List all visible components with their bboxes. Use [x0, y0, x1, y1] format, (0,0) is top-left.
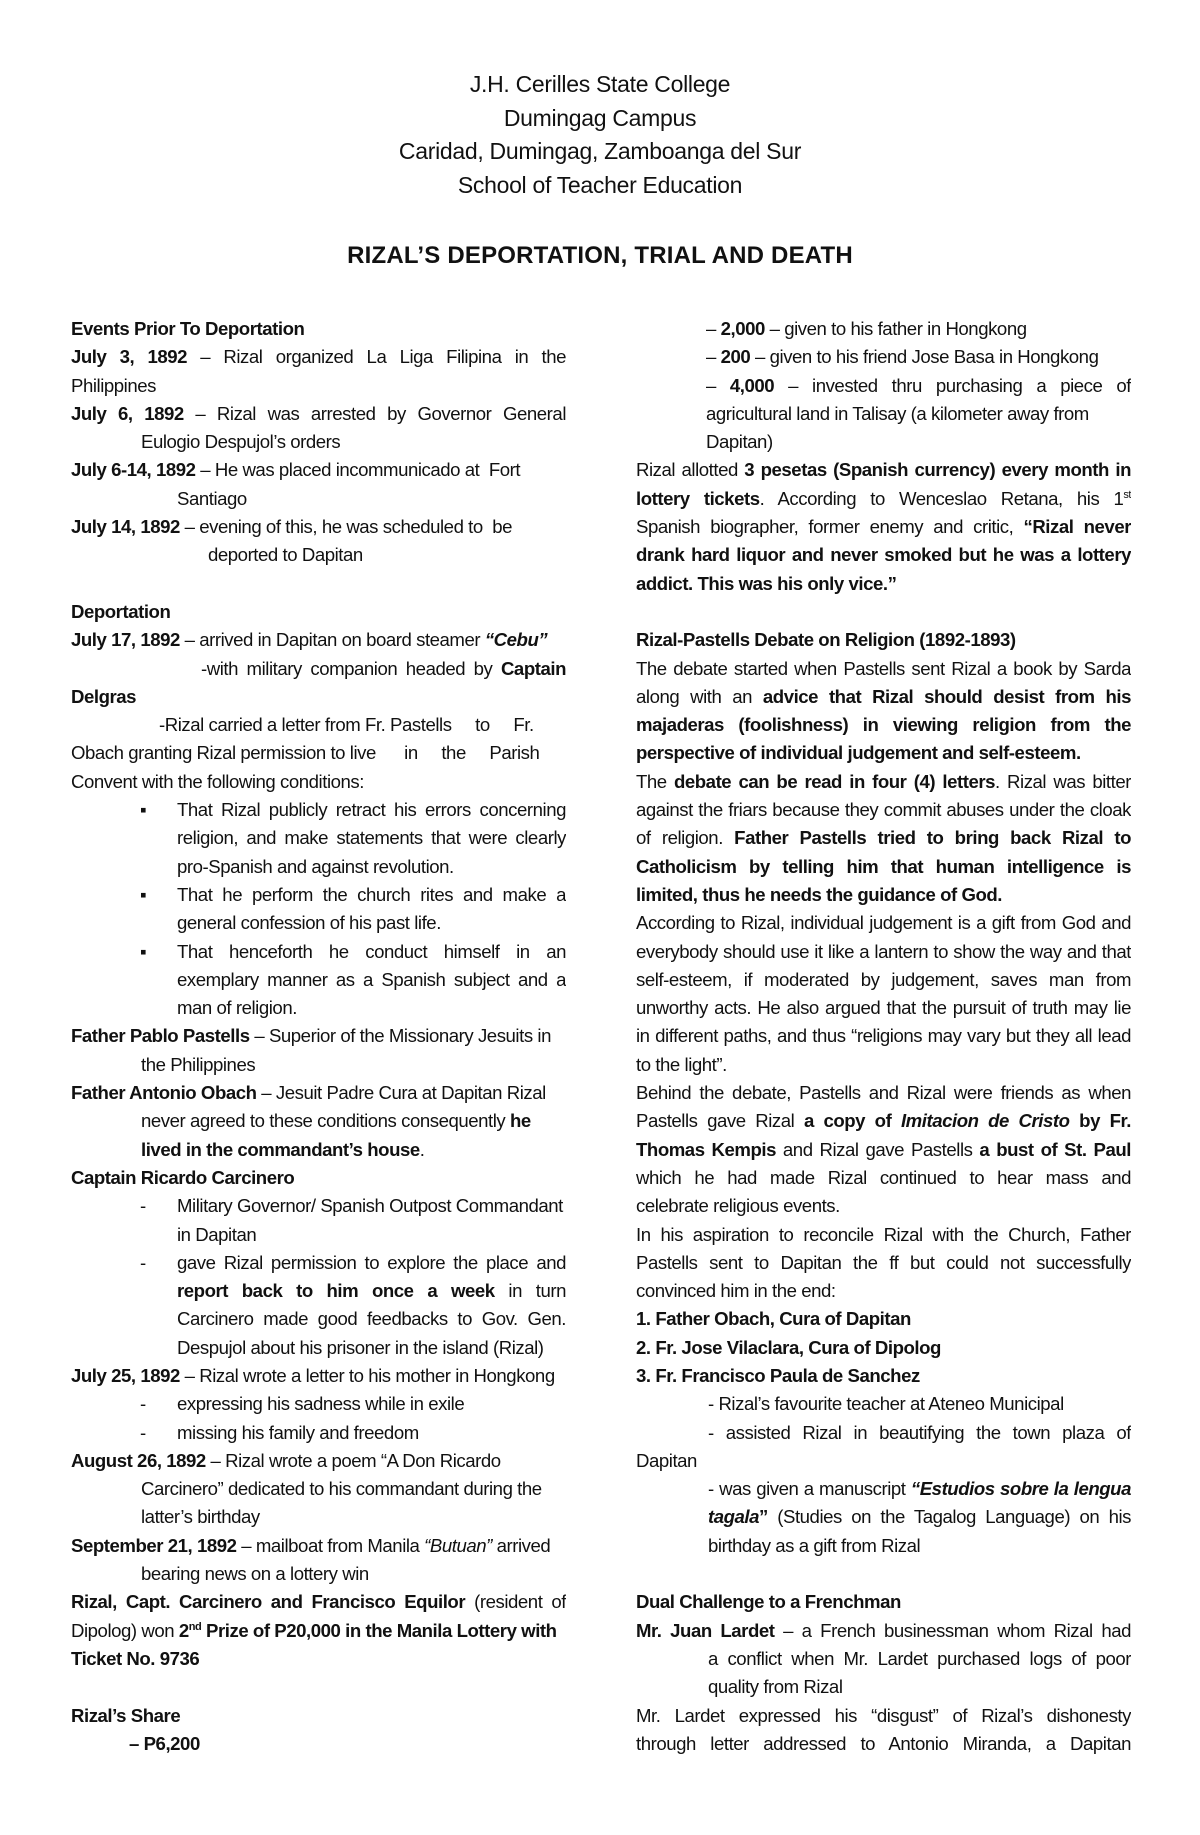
bullet-icon: ▪: [140, 940, 147, 962]
argument-text: According to Rizal, individual judgement is a gift from God and: [636, 912, 1131, 934]
person-text: lived in the commandant’s house.: [141, 1138, 425, 1160]
campus-name: Dumingag Campus: [503, 104, 697, 131]
debate-text: limited, thus he needs the guidance of God.: [636, 883, 1002, 905]
spacer: [71, 1673, 566, 1701]
allotment-text: Spanish biographer, former enemy and critic, “Rizal never: [636, 516, 1131, 538]
event-text: Eulogio Despujol’s orders: [141, 431, 341, 453]
lardet-text: Mr. Lardet expressed his “disgust” of Rizal’s dishonesty: [636, 1704, 1131, 1726]
share-item: – 4,000 – invested thru purchasing a piece of: [706, 374, 1131, 396]
section-heading-carcinero: Captain Ricardo Carcinero: [71, 1166, 295, 1188]
condition-text: exemplary manner as a Spanish subject and a: [177, 968, 566, 990]
event-text: Obach granting Rizal permission to live in the Parish: [71, 742, 540, 764]
lardet-text: through letter addressed to Antonio Miranda, a Dapitan: [636, 1732, 1131, 1754]
document-title: RIZAL’S DEPORTATION, TRIAL AND DEATH: [347, 242, 853, 269]
condition-item: ▪ That henceforth he conduct himself in an: [71, 938, 566, 966]
allotment-text: Rizal allotted 3 pesetas (Spanish currency) every month in: [636, 459, 1131, 481]
sanchez-detail: birthday as a gift from Rizal: [708, 1534, 921, 1556]
lottery-text: Ticket No. 9736: [71, 1647, 200, 1669]
argument-text: in different paths, and thus “religions may vary but they all lead: [636, 1025, 1131, 1047]
event-subitem: - expressing his sadness while in exile: [140, 1393, 465, 1415]
list-item: 2. Fr. Jose Vilaclara, Cura of Dipolog: [636, 1336, 941, 1358]
person-lardet: Mr. Juan Lardet – a French businessman whom Rizal had: [636, 1619, 1131, 1641]
event-july-6-14: July 6-14, 1892 – He was placed incommunicado at Fort: [71, 459, 521, 481]
section-heading-deportation: Deportation: [71, 600, 171, 622]
aspiration-text: Pastells sent to Dapitan the ff but could not successfully: [636, 1251, 1131, 1273]
share-text: Dapitan): [706, 431, 773, 453]
sanchez-detail: tagala” (Studies on the Tagalog Language) on his: [708, 1506, 1131, 1528]
debate-text: along with an advice that Rizal should desist from his: [636, 685, 1131, 707]
share-text: agricultural land in Talisay (a kilometer away from: [706, 402, 1089, 424]
event-subitem: - missing his family and freedom: [140, 1421, 419, 1443]
carcinero-text: Carcinero made good feedbacks to Gov. Gen.: [177, 1308, 566, 1330]
allotment-text: addict. This was his only vice.”: [636, 572, 897, 594]
friendship-text: Behind the debate, Pastells and Rizal were friends as when: [636, 1082, 1131, 1104]
bullet-icon: ▪: [140, 799, 147, 821]
carcinero-text: Despujol about his prisoner in the island (Rizal): [177, 1336, 544, 1358]
argument-text: to the light”.: [636, 1053, 727, 1075]
aspiration-text: In his aspiration to reconcile Rizal with the Church, Father: [636, 1223, 1131, 1245]
argument-text: everybody should use it like a lantern to show the way and that: [636, 940, 1131, 962]
spacer: [636, 1560, 1131, 1588]
carcinero-item: - Military Governor/ Spanish Outpost Commandant: [140, 1195, 563, 1217]
event-july-6: July 6, 1892 – Rizal was arrested by Governor General: [71, 402, 566, 424]
sanchez-detail: - Rizal’s favourite teacher at Ateneo Municipal: [708, 1393, 1064, 1415]
college-name: J.H. Cerilles State College: [469, 71, 731, 97]
event-july-25: July 25, 1892 – Rizal wrote a letter to his mother in Hongkong: [71, 1364, 555, 1386]
carcinero-item: - gave Rizal permission to explore the place and: [140, 1251, 566, 1273]
spacer: [636, 598, 1131, 626]
event-july-17: July 17, 1892 – arrived in Dapitan on board steamer “Cebu”: [71, 629, 548, 651]
sanchez-detail: - was given a manuscript “Estudios sobre la lengua: [708, 1478, 1131, 1500]
share-item: – 2,000 – given to his father in Hongkong: [706, 318, 1027, 339]
condition-text: general confession of his past life.: [177, 912, 441, 934]
spacer: [71, 570, 566, 598]
friendship-text: Pastells gave Rizal a copy of Imitacion de Cristo by Fr.: [636, 1110, 1131, 1132]
sanchez-detail: - assisted Rizal in beautifying the town plaza of: [708, 1421, 1131, 1443]
debate-text: perspective of individual judgement and self-esteem.: [636, 742, 1081, 764]
share-item: – P6,200: [129, 1732, 200, 1754]
event-text: Carcinero” dedicated to his commandant during the: [141, 1478, 542, 1500]
condition-item: ▪ That Rizal publicly retract his errors concerning: [71, 796, 566, 824]
school-name: School of Teacher Education: [457, 171, 743, 198]
argument-text: unworthy acts. He also argued that the pursuit of truth may lie: [636, 997, 1131, 1019]
bullet-icon: ▪: [140, 883, 147, 905]
debate-text: The debate started when Pastells sent Rizal a book by Sarda: [636, 657, 1131, 679]
event-text: -with military companion headed by Captain: [201, 657, 566, 679]
condition-text: pro-Spanish and against revolution.: [177, 855, 454, 877]
section-heading-debate: Rizal-Pastells Debate on Religion (1892-1893): [636, 629, 1016, 651]
event-text: bearing news on a lottery win: [141, 1563, 369, 1585]
person-pastells: Father Pablo Pastells – Superior of the Missionary Jesuits in: [71, 1025, 551, 1047]
event-september-21: September 21, 1892 – mailboat from Manila “Butuan” arrived: [71, 1534, 551, 1556]
share-item: – 200 – given to his friend Jose Basa in Hongkong: [706, 346, 1099, 368]
right-column: [636, 315, 1131, 1758]
section-heading-duel: Dual Challenge to a Frenchman: [636, 1591, 901, 1613]
sanchez-detail: Dapitan: [636, 1449, 697, 1471]
event-text: Philippines: [71, 374, 156, 396]
campus-address: Caridad, Dumingag, Zamboanga del Sur: [398, 138, 802, 164]
event-text: -Rizal carried a letter from Fr. Pastells to Fr.: [159, 714, 534, 736]
document-header: [0, 68, 1200, 202]
aspiration-text: convinced him in the end:: [636, 1280, 836, 1302]
event-text: deported to Dapitan: [208, 544, 363, 566]
person-text: quality from Rizal: [708, 1676, 843, 1698]
section-heading-share: Rizal’s Share: [71, 1704, 181, 1726]
person-text: the Philippines: [141, 1053, 256, 1075]
condition-text: religion, and make statements that were clearly: [177, 827, 566, 849]
debate-text: Catholicism by telling him that human intelligence is: [636, 855, 1131, 877]
person-text: a conflict when Mr. Lardet purchased logs of poor: [708, 1647, 1131, 1669]
list-item: 1. Father Obach, Cura of Dapitan: [636, 1308, 911, 1330]
list-item: 3. Fr. Francisco Paula de Sanchez: [636, 1364, 920, 1386]
event-text: Delgras: [71, 685, 137, 707]
carcinero-text: report back to him once a week in turn: [177, 1280, 566, 1302]
event-text: latter’s birthday: [141, 1506, 260, 1528]
allotment-text: lottery tickets. According to Wenceslao Retana, his 1st: [636, 487, 1131, 509]
event-text: Santiago: [177, 487, 247, 509]
condition-text: man of religion.: [177, 997, 297, 1019]
person-obach: Father Antonio Obach – Jesuit Padre Cura at Dapitan Rizal: [71, 1082, 546, 1104]
friendship-text: Thomas Kempis and Rizal gave Pastells a bust of St. Paul: [636, 1138, 1131, 1160]
debate-text: of religion. Father Pastells tried to bring back Rizal to: [636, 827, 1131, 849]
friendship-text: which he had made Rizal continued to hear mass and: [636, 1166, 1131, 1188]
section-heading-events: Events Prior To Deportation: [71, 318, 305, 339]
condition-item: ▪ That he perform the church rites and make a: [71, 881, 566, 909]
debate-text: against the friars because they commit abuses under the cloak: [636, 799, 1131, 821]
carcinero-text: in Dapitan: [177, 1223, 257, 1245]
allotment-text: drank hard liquor and never smoked but he was a lottery: [636, 544, 1131, 566]
lottery-text: Dipolog) won 2nd Prize of P20,000 in the Manila Lottery with: [71, 1619, 557, 1641]
friendship-text: celebrate religious events.: [636, 1195, 840, 1217]
event-august-26: August 26, 1892 – Rizal wrote a poem “A Don Ricardo: [71, 1449, 501, 1471]
left-column: [71, 315, 566, 1758]
event-text: Convent with the following conditions:: [71, 770, 364, 792]
debate-text: majaderas (foolishness) in viewing religion from the: [636, 714, 1131, 736]
lottery-win: Rizal, Capt. Carcinero and Francisco Equilor (resident of: [71, 1591, 566, 1613]
person-text: never agreed to these conditions consequently he: [141, 1110, 531, 1132]
argument-text: self-esteem, if moderated by judgement, saves man from: [636, 968, 1131, 990]
debate-text: The debate can be read in four (4) letters. Rizal was bitter: [636, 770, 1131, 792]
event-july-3: July 3, 1892 – Rizal organized La Liga Filipina in the: [71, 346, 566, 368]
event-july-14: July 14, 1892 – evening of this, he was scheduled to be: [71, 516, 513, 538]
